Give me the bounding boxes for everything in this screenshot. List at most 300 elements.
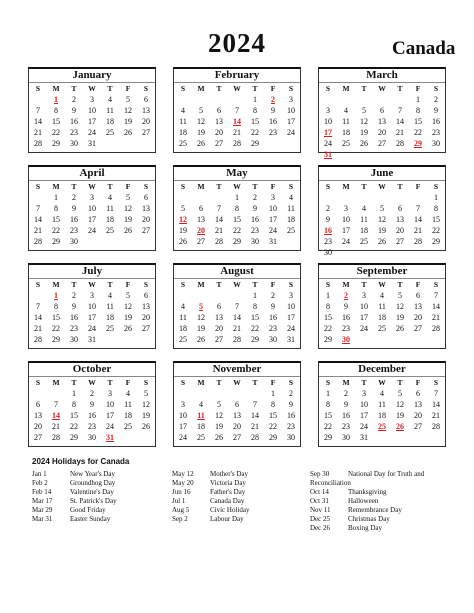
- day-cell: [373, 192, 391, 203]
- day-cell: 6: [217, 106, 221, 115]
- day-cell: 10: [88, 106, 96, 115]
- day-cell: 9: [344, 400, 348, 409]
- weekday-label: M: [52, 182, 60, 191]
- day-cell: 11: [106, 106, 114, 115]
- weekday-label: F: [125, 182, 131, 191]
- day-cell: 22: [251, 324, 259, 333]
- weekday-label: T: [397, 84, 403, 93]
- day-cell: 25: [360, 237, 368, 246]
- day-cell: 20: [378, 128, 386, 137]
- day-cell: [355, 247, 373, 258]
- day-cell: 23: [251, 226, 259, 235]
- day-cell: [228, 388, 246, 399]
- weekday-label: W: [233, 84, 241, 93]
- holiday-day: 5: [199, 302, 203, 311]
- weekday-label: F: [125, 84, 131, 93]
- weekday-label: M: [52, 378, 60, 387]
- day-cell: 5: [126, 193, 130, 202]
- day-cell: 28: [414, 237, 422, 246]
- day-cell: 10: [360, 400, 368, 409]
- day-cell: 21: [34, 324, 42, 333]
- holiday-item: [32, 515, 170, 524]
- day-cell: 5: [362, 106, 366, 115]
- day-cell: 13: [215, 117, 223, 126]
- day-cell: 11: [287, 204, 295, 213]
- day-cell: 27: [142, 128, 150, 137]
- week-row: [319, 247, 445, 258]
- day-cell: 28: [215, 237, 223, 246]
- day-cell: 27: [197, 237, 205, 246]
- day-cell: 19: [396, 411, 404, 420]
- weekday-label: S: [325, 378, 331, 387]
- holiday-item: [32, 479, 170, 488]
- day-cell: 11: [360, 215, 368, 224]
- holiday-date: Sep 2: [172, 515, 188, 523]
- day-cell: 18: [179, 128, 187, 137]
- holiday-item: [172, 470, 310, 479]
- day-cell: 8: [235, 204, 239, 213]
- day-cell: [391, 247, 409, 258]
- day-cell: 19: [124, 313, 132, 322]
- day-cell: 29: [251, 335, 259, 344]
- holiday-name: Easter Sunday: [70, 515, 111, 523]
- day-cell: 29: [70, 433, 78, 442]
- day-cell: 18: [106, 313, 114, 322]
- day-cell: 24: [269, 226, 277, 235]
- day-cell: 19: [197, 324, 205, 333]
- week-row: [319, 149, 445, 160]
- day-cell: 7: [434, 389, 438, 398]
- weekday-label: W: [88, 84, 96, 93]
- day-cell: 21: [215, 226, 223, 235]
- day-cell: 31: [269, 237, 277, 246]
- day-cell: 5: [144, 389, 148, 398]
- day-cell: 25: [287, 226, 295, 235]
- weekday-header: [29, 279, 155, 290]
- week-row: [174, 116, 300, 127]
- day-cell: 23: [324, 237, 332, 246]
- week-row: [29, 323, 155, 334]
- week-row: [174, 236, 300, 247]
- holiday-name: Valentine's Day: [70, 488, 114, 496]
- day-cell: 28: [52, 433, 60, 442]
- day-cell: [137, 236, 155, 247]
- holiday-date: Jan 1: [32, 470, 47, 478]
- day-cell: 30: [287, 433, 295, 442]
- day-cell: 10: [88, 204, 96, 213]
- day-cell: 8: [416, 106, 420, 115]
- month-name: August: [174, 265, 300, 279]
- day-cell: 10: [342, 215, 350, 224]
- day-cell: [373, 432, 391, 443]
- holiday-day: 30: [342, 335, 350, 344]
- day-cell: 24: [287, 324, 295, 333]
- day-cell: [391, 334, 409, 345]
- day-cell: 2: [90, 389, 94, 398]
- day-cell: 3: [108, 389, 112, 398]
- weekday-label: T: [252, 84, 258, 93]
- holiday-name: Groundhog Day: [70, 479, 116, 487]
- month-name: October: [29, 363, 155, 377]
- month-july: [28, 263, 156, 349]
- month-june: [318, 165, 446, 257]
- day-cell: 9: [271, 302, 275, 311]
- weekday-label: T: [107, 182, 113, 191]
- week-row: [319, 432, 445, 443]
- day-cell: [409, 247, 427, 258]
- weekday-label: T: [71, 280, 77, 289]
- day-cell: 26: [360, 139, 368, 148]
- day-cell: 27: [233, 433, 241, 442]
- weekday-label: T: [252, 182, 258, 191]
- holiday-day: 17: [324, 128, 332, 137]
- weekday-label: M: [342, 182, 350, 191]
- country-title: Canada: [392, 38, 456, 59]
- weekday-label: W: [378, 84, 386, 93]
- day-cell: 12: [396, 400, 404, 409]
- week-row: [29, 127, 155, 138]
- weekday-label: S: [180, 280, 186, 289]
- holiday-name: Canada Day: [210, 497, 245, 505]
- day-cell: 26: [396, 324, 404, 333]
- day-cell: 5: [398, 389, 402, 398]
- weekday-label: W: [88, 182, 96, 191]
- day-cell: 4: [362, 204, 366, 213]
- day-cell: 25: [106, 226, 114, 235]
- day-cell: 25: [106, 128, 114, 137]
- holiday-name: New Year's Day: [70, 470, 116, 478]
- week-row: [29, 225, 155, 236]
- week-row: [319, 323, 445, 334]
- day-cell: 23: [342, 422, 350, 431]
- day-cell: 11: [179, 117, 187, 126]
- day-cell: 23: [88, 422, 96, 431]
- day-cell: 24: [88, 226, 96, 235]
- day-cell: [355, 334, 373, 345]
- day-cell: 12: [396, 302, 404, 311]
- day-cell: 6: [235, 400, 239, 409]
- week-row: [174, 214, 300, 225]
- holiday-column: [310, 470, 448, 533]
- day-cell: [119, 236, 137, 247]
- day-cell: 29: [432, 237, 440, 246]
- day-cell: 25: [179, 335, 187, 344]
- day-cell: [210, 290, 228, 301]
- day-cell: 16: [342, 313, 350, 322]
- day-cell: 20: [142, 117, 150, 126]
- day-cell: [210, 192, 228, 203]
- day-cell: 19: [124, 117, 132, 126]
- holiday-date: Oct 14: [310, 488, 329, 496]
- weekday-header: [29, 377, 155, 388]
- day-cell: 22: [52, 128, 60, 137]
- day-cell: 1: [253, 291, 257, 300]
- day-cell: [29, 192, 47, 203]
- day-cell: 4: [181, 302, 185, 311]
- day-cell: 28: [396, 139, 404, 148]
- weekday-label: S: [433, 280, 439, 289]
- day-cell: [391, 432, 409, 443]
- weekday-header: [174, 377, 300, 388]
- day-cell: 24: [88, 324, 96, 333]
- week-row: [319, 116, 445, 127]
- weekday-label: F: [125, 378, 131, 387]
- day-cell: 15: [251, 313, 259, 322]
- day-cell: [391, 192, 409, 203]
- day-cell: 30: [70, 139, 78, 148]
- day-cell: 24: [342, 237, 350, 246]
- day-cell: 13: [378, 117, 386, 126]
- day-cell: 17: [269, 215, 277, 224]
- weekday-label: S: [180, 84, 186, 93]
- holiday-date: Feb 2: [32, 479, 48, 487]
- day-cell: 31: [88, 139, 96, 148]
- day-cell: [101, 236, 119, 247]
- weekday-label: T: [216, 280, 222, 289]
- day-cell: 7: [434, 291, 438, 300]
- day-cell: 28: [233, 139, 241, 148]
- weekday-label: T: [361, 280, 367, 289]
- month-february: [173, 67, 301, 153]
- day-cell: [228, 290, 246, 301]
- day-cell: 2: [271, 291, 275, 300]
- day-cell: [355, 149, 373, 160]
- day-cell: 5: [199, 106, 203, 115]
- year-title: 2024: [208, 28, 266, 58]
- weekday-label: T: [397, 182, 403, 191]
- day-cell: 23: [287, 422, 295, 431]
- day-cell: 6: [416, 389, 420, 398]
- weekday-label: T: [107, 84, 113, 93]
- weekday-header: [319, 83, 445, 94]
- holiday-date: Mar 31: [32, 515, 53, 523]
- month-name: March: [319, 69, 445, 83]
- day-cell: 22: [414, 128, 422, 137]
- day-cell: 16: [70, 215, 78, 224]
- day-cell: 10: [360, 302, 368, 311]
- day-cell: 18: [106, 215, 114, 224]
- holiday-date: Mar 29: [32, 506, 53, 514]
- weekday-label: F: [125, 280, 131, 289]
- day-cell: 8: [326, 302, 330, 311]
- day-cell: 2: [253, 193, 257, 202]
- month-name: September: [319, 265, 445, 279]
- holiday-date: Mar 17: [32, 497, 53, 505]
- day-cell: 25: [378, 324, 386, 333]
- day-cell: 20: [215, 128, 223, 137]
- week-row: [29, 105, 155, 116]
- weekday-header: [174, 279, 300, 290]
- day-cell: 10: [287, 106, 295, 115]
- day-cell: 21: [251, 422, 259, 431]
- weekday-label: S: [325, 84, 331, 93]
- day-cell: 28: [233, 335, 241, 344]
- weekday-label: T: [252, 378, 258, 387]
- week-row: [319, 105, 445, 116]
- day-cell: 13: [142, 204, 150, 213]
- day-cell: 27: [142, 324, 150, 333]
- week-row: [29, 214, 155, 225]
- day-cell: [47, 388, 65, 399]
- day-cell: 4: [108, 291, 112, 300]
- day-cell: 1: [416, 95, 420, 104]
- day-cell: [174, 192, 192, 203]
- day-cell: 4: [380, 291, 384, 300]
- day-cell: [373, 247, 391, 258]
- day-cell: 23: [432, 128, 440, 137]
- day-cell: 5: [217, 400, 221, 409]
- day-cell: 26: [124, 324, 132, 333]
- day-cell: 23: [70, 324, 78, 333]
- month-may: [173, 165, 301, 251]
- weekday-label: F: [415, 84, 421, 93]
- day-cell: 12: [124, 302, 132, 311]
- day-cell: 25: [342, 139, 350, 148]
- day-cell: 26: [124, 226, 132, 235]
- weekday-label: F: [415, 182, 421, 191]
- day-cell: 10: [287, 302, 295, 311]
- weekday-header: [319, 181, 445, 192]
- week-row: [319, 203, 445, 214]
- holiday-item: [172, 479, 310, 488]
- day-cell: [427, 149, 445, 160]
- day-cell: 4: [344, 106, 348, 115]
- weekday-label: M: [197, 84, 205, 93]
- day-cell: 30: [88, 433, 96, 442]
- week-row: [174, 105, 300, 116]
- holiday-date: Dec 25: [310, 515, 331, 523]
- day-cell: 9: [72, 106, 76, 115]
- weekday-label: S: [433, 182, 439, 191]
- holiday-item: [172, 515, 310, 524]
- day-cell: 9: [289, 400, 293, 409]
- day-cell: 17: [88, 215, 96, 224]
- day-cell: 24: [88, 128, 96, 137]
- day-cell: 19: [197, 128, 205, 137]
- day-cell: 28: [34, 237, 42, 246]
- weekday-label: W: [233, 182, 241, 191]
- day-cell: 14: [233, 313, 241, 322]
- week-row: [319, 388, 445, 399]
- day-cell: [337, 247, 355, 258]
- day-cell: 15: [251, 117, 259, 126]
- month-name: June: [319, 167, 445, 181]
- day-cell: 6: [217, 302, 221, 311]
- week-row: [319, 127, 445, 138]
- day-cell: 27: [414, 324, 422, 333]
- day-cell: 9: [72, 302, 76, 311]
- holiday-name: Halloween: [348, 497, 379, 505]
- day-cell: 7: [235, 302, 239, 311]
- week-row: [319, 410, 445, 421]
- day-cell: 1: [271, 389, 275, 398]
- day-cell: 6: [199, 204, 203, 213]
- day-cell: 12: [124, 204, 132, 213]
- day-cell: 29: [324, 335, 332, 344]
- weekday-label: T: [252, 280, 258, 289]
- day-cell: 13: [34, 411, 42, 420]
- week-row: [319, 334, 445, 345]
- day-cell: 3: [362, 389, 366, 398]
- day-cell: 11: [342, 117, 350, 126]
- day-cell: 22: [52, 324, 60, 333]
- day-cell: 27: [396, 237, 404, 246]
- day-cell: 9: [344, 302, 348, 311]
- day-cell: 3: [90, 291, 94, 300]
- day-cell: [355, 94, 373, 105]
- day-cell: [119, 432, 137, 443]
- day-cell: [409, 334, 427, 345]
- weekday-label: S: [325, 182, 331, 191]
- weekday-label: S: [433, 84, 439, 93]
- day-cell: 5: [126, 291, 130, 300]
- day-cell: 16: [70, 117, 78, 126]
- day-cell: 5: [181, 204, 185, 213]
- day-cell: 2: [289, 389, 293, 398]
- day-cell: 1: [235, 193, 239, 202]
- weekday-label: T: [361, 84, 367, 93]
- week-row: [29, 388, 155, 399]
- day-cell: 20: [142, 215, 150, 224]
- day-cell: 6: [144, 95, 148, 104]
- day-cell: 14: [34, 313, 42, 322]
- weekday-label: S: [288, 84, 294, 93]
- month-name: February: [174, 69, 300, 83]
- day-cell: 19: [124, 215, 132, 224]
- day-cell: 17: [360, 411, 368, 420]
- day-cell: 23: [269, 324, 277, 333]
- weekday-label: T: [216, 182, 222, 191]
- day-cell: 20: [414, 411, 422, 420]
- weekday-label: S: [35, 84, 41, 93]
- day-cell: 8: [253, 106, 257, 115]
- day-cell: 29: [52, 237, 60, 246]
- day-cell: 2: [326, 204, 330, 213]
- holiday-item: [32, 497, 170, 506]
- day-cell: 14: [215, 215, 223, 224]
- day-cell: 27: [142, 226, 150, 235]
- day-cell: 29: [251, 139, 259, 148]
- holiday-name: Mother's Day: [210, 470, 249, 478]
- day-cell: [264, 138, 282, 149]
- holiday-day: 14: [52, 411, 60, 420]
- day-cell: 4: [108, 193, 112, 202]
- holiday-day: 26: [396, 422, 404, 431]
- day-cell: 26: [215, 433, 223, 442]
- weekday-label: W: [378, 378, 386, 387]
- day-cell: 26: [197, 139, 205, 148]
- day-cell: 19: [360, 128, 368, 137]
- day-cell: 6: [144, 193, 148, 202]
- week-row: [29, 334, 155, 345]
- day-cell: 17: [287, 313, 295, 322]
- day-cell: 17: [88, 117, 96, 126]
- day-cell: 18: [342, 128, 350, 137]
- day-cell: 22: [324, 324, 332, 333]
- day-cell: [174, 290, 192, 301]
- day-cell: 12: [124, 106, 132, 115]
- week-row: [319, 399, 445, 410]
- day-cell: 8: [326, 400, 330, 409]
- holiday-date: May 20: [172, 479, 194, 487]
- day-cell: 3: [271, 193, 275, 202]
- weekday-label: F: [415, 378, 421, 387]
- weekday-label: M: [342, 378, 350, 387]
- day-cell: 17: [179, 422, 187, 431]
- day-cell: [29, 290, 47, 301]
- week-row: [174, 203, 300, 214]
- holiday-name: Victoria Day: [210, 479, 246, 487]
